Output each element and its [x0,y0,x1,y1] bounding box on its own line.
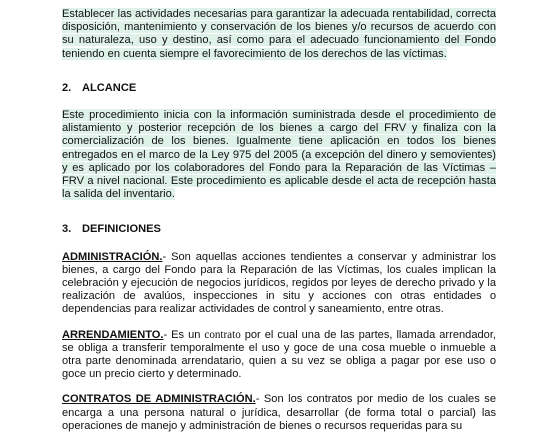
objective-paragraph [62,8,496,61]
definition-text: por el cual una de las partes, llamada arrendador, se obliga a transferir temporalmente el uso y goce de una cosa mueble o inmueble a otra parte denominada arrendatario, quien a su vez se obliga a pagar por ese uso o goce un precio cierto y determinado. [62,328,497,381]
definition-serif-word: contrato [204,328,241,341]
section-heading-alcance [62,82,496,95]
alcance-text: Este procedimiento inicia con la información suministrada desde el procedimiento de alistamiento y posterior recepción de los bienes a cargo del FRV y finaliza con la comercialización de los bienes. Igualmente tiene aplicación en todos los bienes entregados en el marco de la Ley 975 del 2005 (a excepción del dinero y semovientes) y es aplicado por los colaboradores del Fondo para la Reparación de las Víctimas – FRV a nivel nacional. Este procedimiento es aplicable desde el acta de recepción hasta la salida del inventario. [62,109,496,201]
section-heading-definiciones [62,223,496,236]
section-title: DEFINICIONES [82,223,161,236]
alcance-paragraph [62,109,496,201]
definition-term: ARRENDAMIENTO. [62,328,164,341]
objective-text: Establecer las actividades necesarias para garantizar la adecuada rentabilidad, correcta disposición, mantenimiento y conservación de los bienes y/o recursos de acuerdo con su naturaleza, uso y destino, así como para el adecuado funcionamiento del Fondo teniendo en cuenta siempre el favorecimiento de los derechos de las víctimas. [62,8,496,60]
definition-text-before: - Es un [163,328,205,341]
definition-text: - Son aquellas acciones tendientes a conservar y administrar los bienes, a cargo del Fondo para la Reparación de las Víctimas, los cuales implican la celebración y ejecución de negocios jurídicos, regidos por leyes de derecho privado y la realización de avalúos, inspecciones in situ y acciones con otras entidades o dependencias para realizar actividades de control y saneamiento, entre otras. [62,250,496,316]
definition-administracion [62,251,496,317]
section-number: 2. [62,81,72,94]
definition-term: ADMINISTRACIÓN. [62,250,163,263]
section-number: 3. [62,223,72,236]
definition-text: - Son los contratos por medio de los cuales se encarga a una persona natural o jurídica, desarrollar (de forma total o parcial) las operaciones de manejo y administración de bienes o recursos requeridas para su [62,393,496,432]
definition-term: CONTRATOS DE ADMINISTRACIÓN. [62,393,256,406]
definition-arrendamiento [62,329,496,382]
section-title: ALCANCE [82,81,137,94]
document-page [0,8,560,432]
definition-contratos-administracion [62,393,496,433]
